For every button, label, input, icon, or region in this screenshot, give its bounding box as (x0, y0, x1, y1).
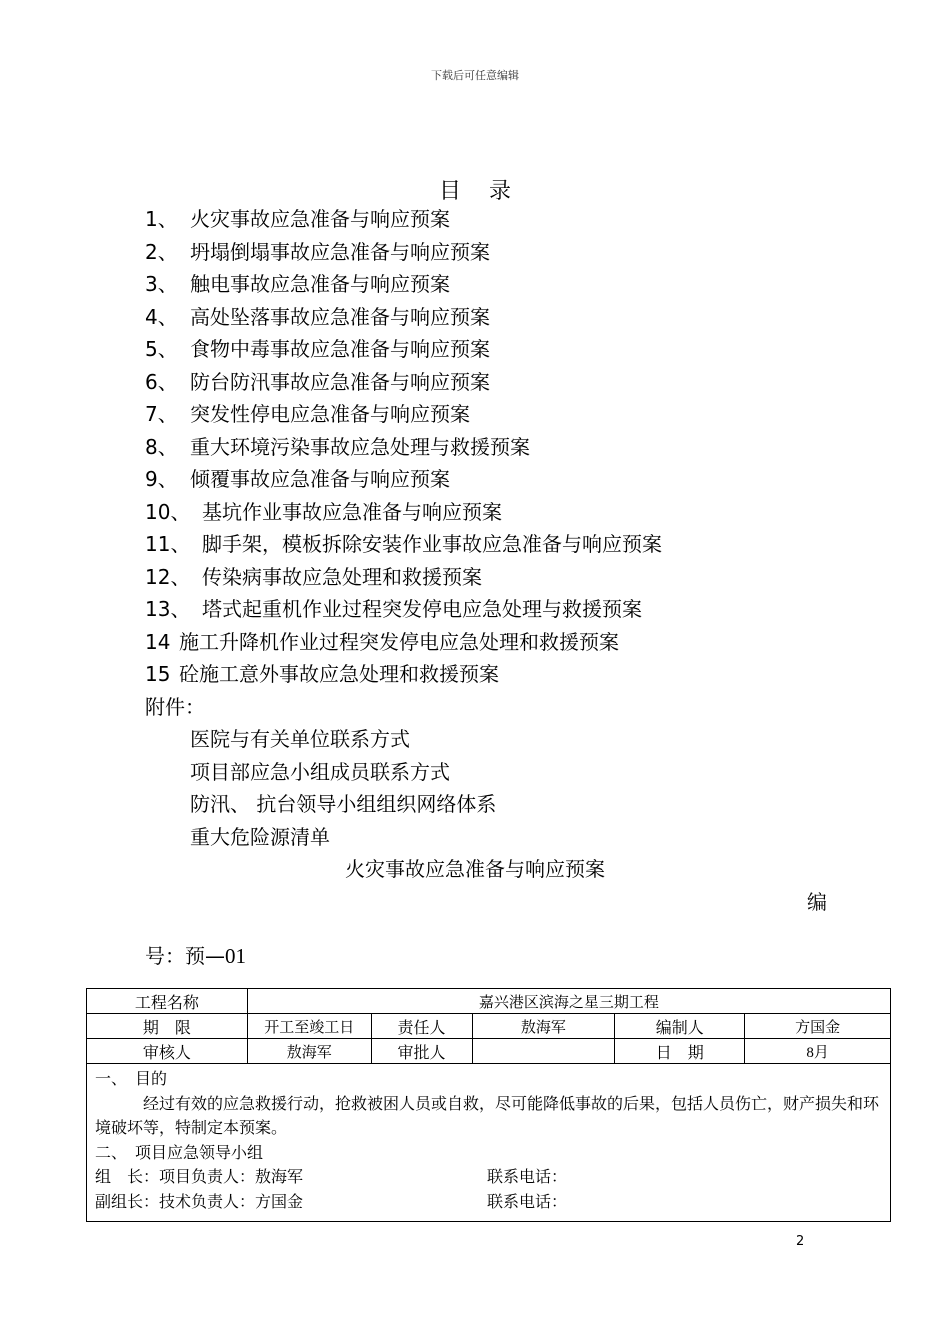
plan-body (87, 1064, 891, 1222)
page-number: 2 (796, 1234, 805, 1249)
appendix-item: 项目部应急小组成员联系方式 (190, 759, 450, 784)
toc-item-number: 9、 (145, 467, 178, 491)
toc-item (145, 561, 662, 594)
reviewer-value: 敖海军 (247, 1039, 371, 1064)
toc-item-label: 高处坠落事故应急准备与响应预案 (190, 304, 490, 329)
date-value: 8月 (745, 1039, 891, 1064)
toc-item-number: 7、 (145, 402, 178, 426)
toc-item-number: 6、 (145, 369, 178, 394)
toc-item-number: 3、 (145, 272, 178, 296)
toc-item (145, 268, 662, 301)
editor-value: 方国金 (745, 1014, 891, 1039)
period-value: 开工至竣工日 (247, 1014, 371, 1039)
toc-item (145, 333, 662, 366)
toc-item (145, 593, 662, 626)
toc-item-label: 防台防汛事故应急准备与响应预案 (190, 369, 490, 394)
project-name-value: 嘉兴港区滨海之星三期工程 (247, 989, 890, 1014)
appendix-item: 防汛、 抗台领导小组组织网络体系 (190, 792, 497, 816)
plan-code-label: 号：预— (145, 944, 225, 968)
date-label: 日 期 (615, 1039, 745, 1064)
toc-item-label: 倾覆事故应急准备与响应预案 (190, 467, 450, 491)
toc-item (145, 658, 662, 691)
appendix-item: 医院与有关单位联系方式 (190, 727, 410, 751)
responsible-value: 敖海军 (472, 1014, 615, 1039)
leader-line: 组 长：项目负责人：敖海军 (95, 1169, 304, 1186)
plan-code-value: 01 (225, 944, 246, 968)
toc-item-label: 基坑作业事故应急准备与响应预案 (202, 499, 502, 524)
reviewer-label: 审核人 (87, 1039, 248, 1064)
page-header: 下载后可任意编辑 (431, 69, 519, 82)
deputy-phone: 联系电话： (487, 1193, 568, 1211)
toc-item (145, 398, 662, 431)
toc-item (145, 528, 662, 561)
toc-item-number: 11、 (145, 532, 191, 556)
table-row (87, 1064, 891, 1222)
deputy-row (95, 1191, 882, 1216)
toc-item (145, 203, 662, 236)
toc-item (145, 626, 662, 659)
leader-row (95, 1166, 882, 1191)
toc-item-label: 砼施工意外事故应急处理和救援预案 (179, 662, 499, 686)
toc-item-number: 4、 (145, 304, 178, 329)
table-row (87, 1039, 891, 1064)
toc-item-number: 13、 (145, 597, 191, 621)
toc-item (145, 431, 662, 464)
toc-item-label: 脚手架，模板拆除安装作业事故应急准备与响应预案 (202, 532, 662, 556)
appendix-label: 附件： (145, 694, 205, 719)
deputy-line: 副组长：技术负责人：方国金 (95, 1193, 304, 1211)
table-of-contents (145, 203, 662, 853)
toc-item (145, 236, 662, 269)
toc-item-label: 重大环境污染事故应急处理与救援预案 (190, 434, 530, 459)
toc-item-number: 14 (145, 629, 171, 654)
plan-info-table (86, 988, 891, 1222)
toc-item-number: 2、 (145, 239, 178, 264)
editor-label: 编制人 (615, 1014, 745, 1039)
approver-label: 审批人 (371, 1039, 472, 1064)
period-label: 期 限 (87, 1014, 248, 1039)
responsible-label: 责任人 (371, 1014, 472, 1039)
approver-value (472, 1039, 615, 1064)
toc-item-label: 传染病事故应急处理和救援预案 (202, 564, 482, 589)
toc-item-label: 施工升降机作业过程突发停电应急处理和救援预案 (179, 629, 619, 654)
toc-item-label: 塔式起重机作业过程突发停电应急处理与救援预案 (202, 597, 642, 621)
toc-item-label: 火灾事故应急准备与响应预案 (190, 207, 450, 231)
plan-code-prefix: 编 (807, 890, 827, 914)
appendix-item: 重大危险源清单 (190, 824, 330, 849)
toc-title: 目录 (438, 179, 539, 204)
table-row (87, 989, 891, 1014)
section-leadership-title: 二、 项目应急领导小组 (95, 1144, 264, 1162)
toc-item (145, 463, 662, 496)
project-name-label: 工程名称 (87, 989, 248, 1014)
toc-item-label: 食物中毒事故应急准备与响应预案 (190, 337, 490, 361)
plan-title: 火灾事故应急准备与响应预案 (345, 857, 605, 881)
toc-item-label: 坍塌倒塌事故应急准备与响应预案 (190, 239, 490, 264)
table-row (87, 1014, 891, 1039)
toc-item (145, 301, 662, 334)
toc-item-number: 10、 (145, 499, 191, 524)
plan-code (145, 940, 246, 969)
toc-item-label: 突发性停电应急准备与响应预案 (190, 402, 470, 426)
toc-item-number: 1、 (145, 207, 178, 231)
toc-item-number: 5、 (145, 337, 178, 361)
toc-item-label: 触电事故应急准备与响应预案 (190, 272, 450, 296)
toc-item (145, 496, 662, 529)
section-purpose-text: 经过有效的应急救援行动，抢救被困人员或自救，尽可能降低事故的后果，包括人员伤亡，财产损失和环境破坏等，特制定本预案。 (95, 1095, 880, 1137)
toc-item-number: 15 (145, 662, 171, 686)
section-purpose-title: 一、 目的 (95, 1071, 168, 1088)
toc-item (145, 366, 662, 399)
toc-item-number: 8、 (145, 434, 178, 459)
toc-item-number: 12、 (145, 564, 191, 589)
leader-phone: 联系电话： (487, 1169, 568, 1186)
